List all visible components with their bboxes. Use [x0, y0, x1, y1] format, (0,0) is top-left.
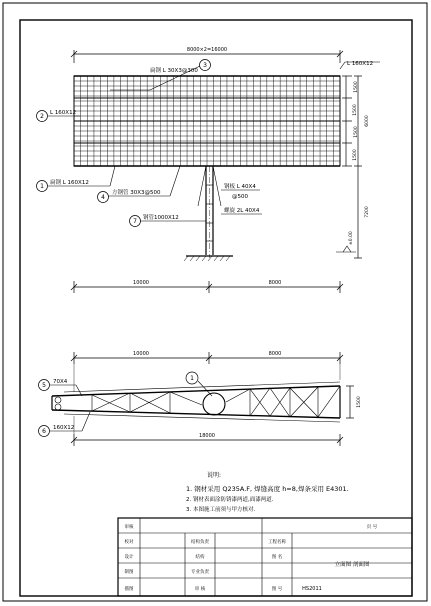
- truss-back-chord: [52, 410, 340, 418]
- callout-4-number: 4: [101, 194, 105, 201]
- tb-r5c5: 图 号: [271, 587, 283, 592]
- label-column: 钢管1000X12: [143, 215, 179, 221]
- elevation-view: [37, 50, 381, 293]
- callout-1-number: 1: [40, 183, 44, 190]
- notes-line-2: 2. 钢材表面涂防锈漆两道,面漆两道.: [186, 497, 274, 503]
- label-main: 扁钢 L 160X12: [50, 180, 89, 186]
- tb-r3c3: 结构: [195, 555, 205, 560]
- callout-7-number: 7: [133, 218, 137, 225]
- dim-right-2: 1500: [353, 104, 358, 116]
- label-brace: 方钢管 30X3@500: [112, 190, 161, 196]
- dim-right-4: 1500: [353, 149, 358, 161]
- tb-r3c5: 图 名: [271, 555, 283, 560]
- tb-r1c1: 审核: [124, 525, 134, 530]
- plan-label-5: 70X4: [53, 379, 68, 385]
- plan-callout-6-number: 6: [42, 428, 46, 435]
- plan-dim-depth: 1500: [357, 396, 362, 408]
- plan-view: [39, 352, 355, 446]
- tb-r4c3: 专业负责: [191, 570, 209, 575]
- notes-line-3: 3. 本图施工前须与甲方核对.: [186, 507, 256, 513]
- plan-label-6: 160X12: [53, 425, 75, 431]
- overall-width-dim: 8000×2=16000: [186, 47, 228, 53]
- label-top-grid: 扁钢 L 30X3@300: [150, 68, 198, 74]
- plan-callout-1-number: 1: [190, 375, 194, 382]
- plan-dim-right: 8000: [268, 351, 282, 357]
- tb-r2c5: 工程名称: [268, 540, 286, 545]
- dim-right-1: 1500: [354, 81, 359, 93]
- column-section: [203, 393, 225, 415]
- tb-r2c3: 结构负责: [191, 540, 209, 545]
- callout-3-number: 3: [203, 62, 207, 69]
- ground-elevation-mark: ±0.00: [349, 231, 354, 245]
- tb-r3c1: 设计: [124, 555, 134, 560]
- tb-r5c6: HS2011: [302, 586, 322, 592]
- dim-height-total: 6000: [365, 115, 370, 127]
- label-mid-3: 螺旋 2L 40X4: [224, 208, 260, 214]
- tb-r5c3: 审 核: [194, 587, 206, 592]
- label-left: L 160X12: [50, 110, 77, 116]
- notes-line-1: 1. 钢材采用 Q235A.F, 焊缝高度 h=8,焊条采用 E4301.: [186, 485, 349, 493]
- plan-dim-total: 18000: [199, 433, 215, 439]
- plan-callout-5-number: 5: [42, 382, 46, 389]
- label-mid-1: 钢板 L 40X4: [224, 184, 256, 190]
- tb-r2c1: 校对: [124, 540, 134, 545]
- dim-lower: 7200: [365, 206, 370, 218]
- plan-dim-left: 10000: [133, 351, 149, 357]
- tb-r3c6: 立面图 剖面图: [334, 562, 370, 568]
- label-top-right: L 160X12: [347, 61, 374, 67]
- label-mid-2: @500: [232, 194, 248, 200]
- notes-heading: 说明:: [207, 472, 222, 479]
- callout-2-number: 2: [40, 113, 44, 120]
- tb-sheet-no-label: 页 号: [366, 525, 378, 530]
- dim-right-3: 1500: [354, 126, 359, 138]
- dim-bottom-left: 10000: [133, 280, 149, 286]
- dim-bottom-right: 8000: [268, 280, 282, 286]
- tb-r5c1: 描图: [124, 587, 134, 592]
- tb-r4c1: 制图: [124, 570, 134, 575]
